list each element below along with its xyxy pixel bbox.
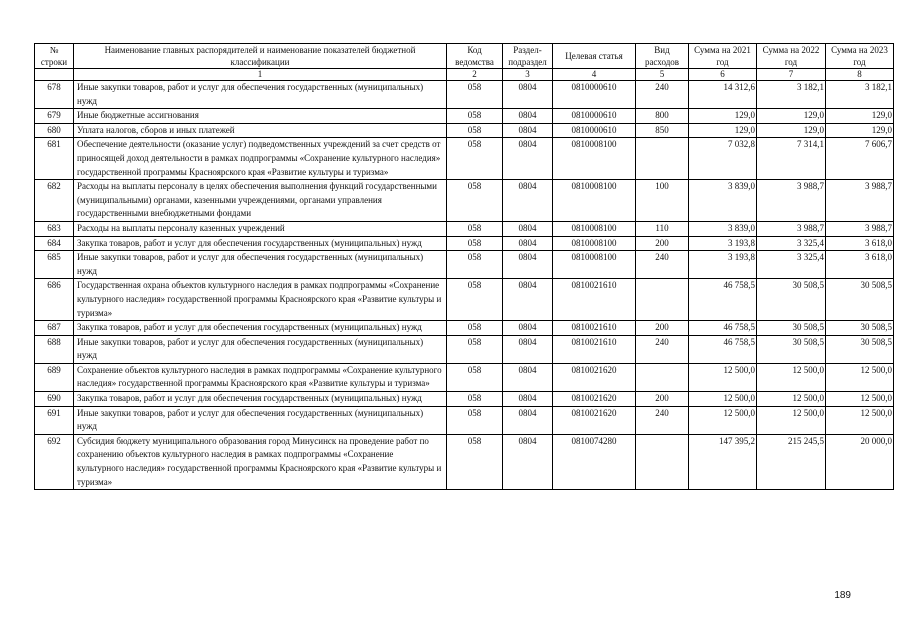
- sum-2023-cell: 3 618,0: [826, 251, 894, 279]
- expense-type-cell: 200: [636, 236, 689, 251]
- table-row: [35, 221, 894, 236]
- dept-code-cell: 058: [447, 236, 503, 251]
- expense-type-cell: 100: [636, 180, 689, 222]
- sum-2022-cell: 3 988,7: [757, 221, 826, 236]
- column-number: 4: [553, 69, 636, 81]
- sum-2023-cell: 3 988,7: [826, 221, 894, 236]
- sum-2022-cell: 30 508,5: [757, 321, 826, 336]
- item-name-cell: Сохранение объектов культурного наследия в рамках подпрограммы «Сохранение культурного наследия» государственной программы Красноярского края «Развитие культуры и туризма»: [74, 363, 447, 391]
- sum-2021-cell: 7 032,8: [689, 138, 757, 180]
- table-row: [35, 335, 894, 363]
- section-cell: 0804: [503, 434, 553, 489]
- section-cell: 0804: [503, 236, 553, 251]
- column-number: 7: [757, 69, 826, 81]
- section-cell: 0804: [503, 81, 553, 109]
- sum-2023-cell: 3 182,1: [826, 81, 894, 109]
- target-article-cell: 0810000610: [553, 109, 636, 124]
- sum-2023-cell: 30 508,5: [826, 279, 894, 321]
- target-article-cell: 0810000610: [553, 123, 636, 138]
- target-article-cell: 0810008100: [553, 180, 636, 222]
- item-name-cell: Иные закупки товаров, работ и услуг для обеспечения государственных (муниципальных) нужд: [74, 251, 447, 279]
- sum-2023-cell: 30 508,5: [826, 321, 894, 336]
- dept-code-cell: 058: [447, 392, 503, 407]
- sum-2023-cell: 12 500,0: [826, 363, 894, 391]
- sum-2021-cell: 129,0: [689, 123, 757, 138]
- target-article-cell: 0810008100: [553, 221, 636, 236]
- target-article-cell: 0810074280: [553, 434, 636, 489]
- column-number: 1: [74, 69, 447, 81]
- header-sum-2021: Сумма на 2021 год: [689, 44, 757, 69]
- table-row: [35, 251, 894, 279]
- sum-2023-cell: 129,0: [826, 123, 894, 138]
- row-number-cell: 689: [35, 363, 74, 391]
- row-number-cell: 683: [35, 221, 74, 236]
- header-expense-type: Вид расходов: [636, 44, 689, 69]
- dept-code-cell: 058: [447, 138, 503, 180]
- dept-code-cell: 058: [447, 180, 503, 222]
- section-cell: 0804: [503, 123, 553, 138]
- document-page: [34, 43, 894, 490]
- item-name-cell: Иные закупки товаров, работ и услуг для обеспечения государственных (муниципальных) нужд: [74, 81, 447, 109]
- table-row: [35, 180, 894, 222]
- row-number-cell: 688: [35, 335, 74, 363]
- dept-code-cell: 058: [447, 123, 503, 138]
- row-number-cell: 681: [35, 138, 74, 180]
- target-article-cell: 0810008100: [553, 138, 636, 180]
- column-number: 8: [826, 69, 894, 81]
- section-cell: 0804: [503, 392, 553, 407]
- row-number-cell: 678: [35, 81, 74, 109]
- table-row: [35, 123, 894, 138]
- sum-2021-cell: 3 839,0: [689, 180, 757, 222]
- expense-type-cell: [636, 279, 689, 321]
- dept-code-cell: 058: [447, 363, 503, 391]
- sum-2023-cell: 12 500,0: [826, 392, 894, 407]
- expense-type-cell: 800: [636, 109, 689, 124]
- expense-type-cell: 240: [636, 251, 689, 279]
- sum-2021-cell: 46 758,5: [689, 321, 757, 336]
- table-row: [35, 363, 894, 391]
- target-article-cell: 0810021620: [553, 392, 636, 407]
- sum-2022-cell: 30 508,5: [757, 335, 826, 363]
- target-article-cell: 0810000610: [553, 81, 636, 109]
- sum-2022-cell: 3 325,4: [757, 251, 826, 279]
- dept-code-cell: 058: [447, 406, 503, 434]
- table-row: [35, 236, 894, 251]
- expense-type-cell: 240: [636, 406, 689, 434]
- item-name-cell: Уплата налогов, сборов и иных платежей: [74, 123, 447, 138]
- sum-2021-cell: 14 312,6: [689, 81, 757, 109]
- row-number-cell: 687: [35, 321, 74, 336]
- sum-2022-cell: 3 325,4: [757, 236, 826, 251]
- expense-type-cell: [636, 363, 689, 391]
- row-number-cell: 684: [35, 236, 74, 251]
- item-name-cell: Иные закупки товаров, работ и услуг для обеспечения государственных (муниципальных) нужд: [74, 406, 447, 434]
- dept-code-cell: 058: [447, 434, 503, 489]
- section-cell: 0804: [503, 221, 553, 236]
- sum-2023-cell: 129,0: [826, 109, 894, 124]
- sum-2023-cell: 30 508,5: [826, 335, 894, 363]
- sum-2022-cell: 129,0: [757, 123, 826, 138]
- section-cell: 0804: [503, 138, 553, 180]
- budget-table: [34, 43, 894, 490]
- sum-2022-cell: 3 182,1: [757, 81, 826, 109]
- sum-2021-cell: 3 193,8: [689, 236, 757, 251]
- row-number-cell: 691: [35, 406, 74, 434]
- dept-code-cell: 058: [447, 109, 503, 124]
- expense-type-cell: 110: [636, 221, 689, 236]
- item-name-cell: Расходы на выплаты персоналу в целях обеспечения выполнения функций государственными (муниципальными) органами, казенными учреждениями, органами управления государственными внебюджетными фондами: [74, 180, 447, 222]
- item-name-cell: Расходы на выплаты персоналу казенных учреждений: [74, 221, 447, 236]
- dept-code-cell: 058: [447, 279, 503, 321]
- sum-2023-cell: 3 988,7: [826, 180, 894, 222]
- table-row: [35, 406, 894, 434]
- sum-2022-cell: 12 500,0: [757, 363, 826, 391]
- sum-2022-cell: 12 500,0: [757, 406, 826, 434]
- item-name-cell: Государственная охрана объектов культурного наследия в рамках подпрограммы «Сохранение культурного наследия» государственной программы Красноярского края «Развитие культуры и туризма»: [74, 279, 447, 321]
- sum-2022-cell: 30 508,5: [757, 279, 826, 321]
- section-cell: 0804: [503, 180, 553, 222]
- expense-type-cell: 850: [636, 123, 689, 138]
- table-row: [35, 81, 894, 109]
- sum-2021-cell: 3 839,0: [689, 221, 757, 236]
- sum-2022-cell: 7 314,1: [757, 138, 826, 180]
- item-name-cell: Иные закупки товаров, работ и услуг для обеспечения государственных (муниципальных) нужд: [74, 335, 447, 363]
- sum-2021-cell: 12 500,0: [689, 392, 757, 407]
- expense-type-cell: [636, 138, 689, 180]
- header-dept-code: Код ведомства: [447, 44, 503, 69]
- column-number: 6: [689, 69, 757, 81]
- section-cell: 0804: [503, 363, 553, 391]
- row-number-cell: 692: [35, 434, 74, 489]
- target-article-cell: 0810021610: [553, 335, 636, 363]
- table-row: [35, 138, 894, 180]
- section-cell: 0804: [503, 251, 553, 279]
- expense-type-cell: 240: [636, 81, 689, 109]
- table-row: [35, 434, 894, 489]
- sum-2021-cell: 147 395,2: [689, 434, 757, 489]
- dept-code-cell: 058: [447, 321, 503, 336]
- header-name: Наименование главных распорядителей и наименование показателей бюджетной классификации: [74, 44, 447, 69]
- target-article-cell: 0810021620: [553, 363, 636, 391]
- sum-2021-cell: 129,0: [689, 109, 757, 124]
- expense-type-cell: 240: [636, 335, 689, 363]
- row-number-cell: 682: [35, 180, 74, 222]
- row-number-cell: 679: [35, 109, 74, 124]
- sum-2023-cell: 20 000,0: [826, 434, 894, 489]
- target-article-cell: 0810008100: [553, 251, 636, 279]
- expense-type-cell: 200: [636, 321, 689, 336]
- column-number: 5: [636, 69, 689, 81]
- target-article-cell: 0810021610: [553, 321, 636, 336]
- sum-2021-cell: 12 500,0: [689, 406, 757, 434]
- sum-2022-cell: 3 988,7: [757, 180, 826, 222]
- section-cell: 0804: [503, 321, 553, 336]
- row-number-cell: 680: [35, 123, 74, 138]
- section-cell: 0804: [503, 109, 553, 124]
- dept-code-cell: 058: [447, 81, 503, 109]
- section-cell: 0804: [503, 279, 553, 321]
- expense-type-cell: [636, 434, 689, 489]
- sum-2021-cell: 46 758,5: [689, 279, 757, 321]
- table-body: [35, 81, 894, 490]
- dept-code-cell: 058: [447, 335, 503, 363]
- table-row: [35, 109, 894, 124]
- header-sum-2022: Сумма на 2022 год: [757, 44, 826, 69]
- item-name-cell: Закупка товаров, работ и услуг для обеспечения государственных (муниципальных) нужд: [74, 236, 447, 251]
- row-number-cell: 685: [35, 251, 74, 279]
- header-sum-2023: Сумма на 2023 год: [826, 44, 894, 69]
- sum-2023-cell: 12 500,0: [826, 406, 894, 434]
- column-number: [35, 69, 74, 81]
- header-section: Раздел-подраздел: [503, 44, 553, 69]
- column-number: 2: [447, 69, 503, 81]
- dept-code-cell: 058: [447, 251, 503, 279]
- expense-type-cell: 200: [636, 392, 689, 407]
- row-number-cell: 690: [35, 392, 74, 407]
- page-number: 189: [834, 590, 851, 601]
- item-name-cell: Иные бюджетные ассигнования: [74, 109, 447, 124]
- sum-2022-cell: 12 500,0: [757, 392, 826, 407]
- table-row: [35, 392, 894, 407]
- column-number-row: [35, 69, 894, 81]
- target-article-cell: 0810008100: [553, 236, 636, 251]
- sum-2022-cell: 215 245,5: [757, 434, 826, 489]
- item-name-cell: Обеспечение деятельности (оказание услуг) подведомственных учреждений за счет средств от приносящей доход деятельности в рамках подпрограммы «Сохранение культурного наследия» государственной программы Красноярского края «Развитие культуры и туризма»: [74, 138, 447, 180]
- item-name-cell: Закупка товаров, работ и услуг для обеспечения государственных (муниципальных) нужд: [74, 321, 447, 336]
- dept-code-cell: 058: [447, 221, 503, 236]
- section-cell: 0804: [503, 406, 553, 434]
- header-target-article: Целевая статья: [553, 44, 636, 69]
- table-row: [35, 279, 894, 321]
- header-row-number: № строки: [35, 44, 74, 69]
- column-number: 3: [503, 69, 553, 81]
- target-article-cell: 0810021610: [553, 279, 636, 321]
- target-article-cell: 0810021620: [553, 406, 636, 434]
- sum-2021-cell: 46 758,5: [689, 335, 757, 363]
- table-header: [35, 44, 894, 81]
- sum-2023-cell: 7 606,7: [826, 138, 894, 180]
- sum-2022-cell: 129,0: [757, 109, 826, 124]
- row-number-cell: 686: [35, 279, 74, 321]
- item-name-cell: Субсидия бюджету муниципального образования город Минусинск на проведение работ по сохранению объектов культурного наследия в рамках подпрограммы «Сохранение культурного наследия» государственной программы Красноярского края «Развитие культуры и туризма»: [74, 434, 447, 489]
- sum-2023-cell: 3 618,0: [826, 236, 894, 251]
- sum-2021-cell: 12 500,0: [689, 363, 757, 391]
- sum-2021-cell: 3 193,8: [689, 251, 757, 279]
- item-name-cell: Закупка товаров, работ и услуг для обеспечения государственных (муниципальных) нужд: [74, 392, 447, 407]
- section-cell: 0804: [503, 335, 553, 363]
- table-row: [35, 321, 894, 336]
